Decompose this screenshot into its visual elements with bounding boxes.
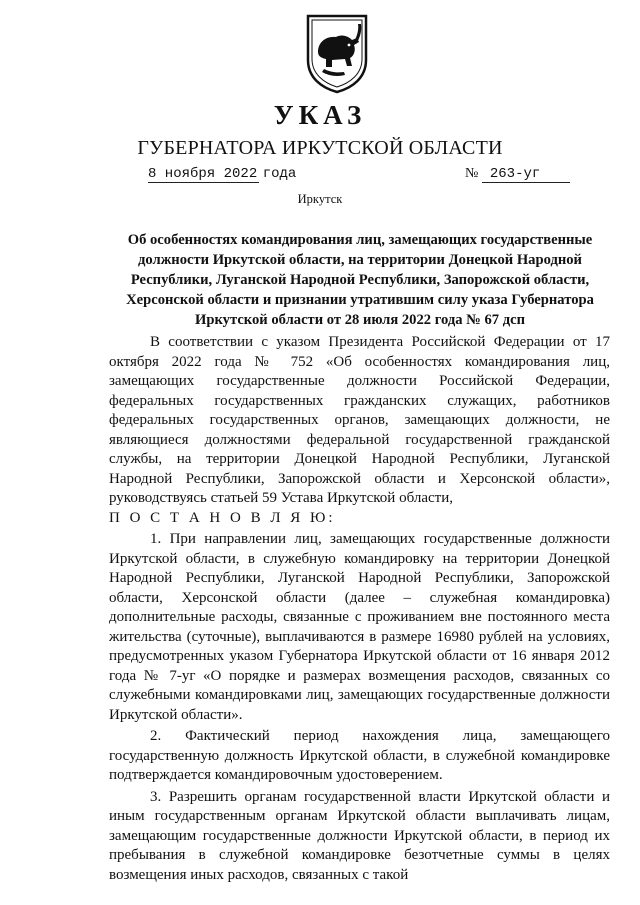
list-item: 2. Фактический период нахождения лица, замещающего государственную должность Иркутской области, в служебной командировке подтверждается командировочным удостоверением. — [109, 728, 610, 783]
preamble-paragraph: В соответствии с указом Президента Российской Федерации от 17 октября 2022 года № 752 «Об особенностях командирования лиц, замещающих государственные должности Российской Федерации, федеральных государственных гражданских служащих, работников федеральных государственных органов, замещающих должности, не являющиеся должностями федеральной государственной гражданской службы, на территории Донецкой Народной Республики, Луганской Народной Республики, Запорожской области и Херсонской области», руководствуясь статьей 59 Устава Иркутской области, — [109, 334, 610, 506]
date-suffix: года — [262, 166, 297, 182]
document-heading: Об особенностях командирования лиц, замещающих государственные должности Иркутской области, на территории Донецкой Народной Республики, Луганской Народной Республики, Запорожской области, Херсонской области и признании утратившим силу указа Губернатора Иркутской области от 28 июля 2022 года № 67 дсп — [126, 232, 594, 328]
list-item: 1. При направлении лиц, замещающих государственные должности Иркутской области, в служебную командировку на территории Донецкой Народной Республики, Луганской Народной Республики, Запорожской области, Херсонской области (далее – служебная командировка) дополнительные расходы, связанные с проживанием вне постоянного места жительства (суточные), выплачиваются в размере 16980 рублей на условиях, предусмотренных указом Губернатора Иркутской области от 16 января 2012 года № 7-уг «О порядке и размерах возмещения расходов, связанных со служебными командировками лиц, замещающих государственные должности Иркутской области». — [109, 531, 610, 723]
document-title: УКАЗ — [273, 100, 367, 130]
document-body — [109, 333, 610, 885]
document-subtitle: ГУБЕРНАТОРА ИРКУТСКОЙ ОБЛАСТИ — [137, 137, 503, 159]
list-item: 3. Разрешить органам государственной власти Иркутской области и иным государственным органам Иркутской области выплачивать лицам, замещающим государственные должности Иркутской области, в период их пребывания в служебной командировке безотчетные суммы в целях возмещения иных расходов, связанных с такой — [109, 788, 610, 883]
city-label: Иркутск — [297, 192, 343, 206]
date-line — [148, 166, 296, 183]
date-value: 8 ноября 2022 — [148, 166, 258, 182]
number-line — [465, 166, 570, 183]
coat-of-arms-icon — [302, 12, 372, 94]
number-prefix: № — [465, 166, 479, 181]
decree-word: П О С Т А Н О В Л Я Ю: — [109, 509, 336, 526]
emblem — [302, 12, 372, 94]
number-value: 263-уг — [482, 166, 570, 183]
